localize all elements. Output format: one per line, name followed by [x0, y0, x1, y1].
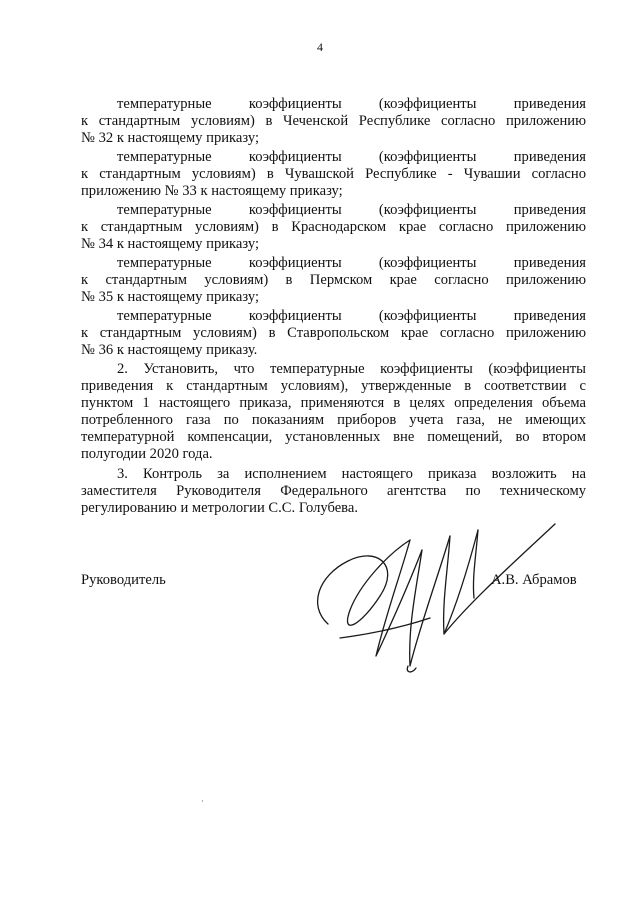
text-line: приведения к стандартным условиям), утвержденные в соответствии с [81, 378, 586, 394]
text-line: приложению № 33 к настоящему приказу; [81, 183, 343, 199]
text-line: № 35 к настоящему приказу; [81, 289, 260, 305]
text-line: к стандартным условиям) в Чеченской Республике согласно приложению [81, 113, 586, 129]
page-number: 4 [317, 40, 323, 54]
text-line: 3. Контроль за исполнением настоящего приказа возложить на [117, 466, 586, 482]
text-line: № 32 к настоящему приказу; [81, 130, 260, 146]
text-line: полугодии 2020 года. [81, 446, 213, 462]
text-line: к стандартным условиям) в Пермском крае согласно приложению [81, 272, 586, 288]
text-line: к стандартным условиям) в Чувашской Республике - Чувашии согласно [81, 166, 586, 182]
text-line: температурной компенсации, установленных вне помещений, во втором [81, 429, 586, 445]
text-line: 2. Установить, что температурные коэффициенты (коэффициенты [117, 361, 586, 377]
text-line: регулированию и метрологии С.С. Голубева. [81, 500, 359, 516]
text-line: температурные коэффициенты (коэффициенты приведения [117, 255, 586, 271]
text-line: температурные коэффициенты (коэффициенты приведения [117, 96, 586, 112]
signatory-name: А.В. Абрамов [491, 572, 577, 588]
text-line: к стандартным условиям) в Ставропольском крае согласно приложению [81, 325, 586, 341]
text-line: температурные коэффициенты (коэффициенты приведения [117, 149, 586, 165]
text-line: температурные коэффициенты (коэффициенты приведения [117, 202, 586, 218]
text-line: потребленного газа по показаниям приборов учета газа, не имеющих [81, 412, 586, 428]
handwritten-signature [300, 506, 590, 678]
signatory-position: Руководитель [81, 572, 166, 588]
text-line: температурные коэффициенты (коэффициенты приведения [117, 308, 586, 324]
text-line: № 36 к настоящему приказу. [81, 342, 258, 358]
text-line: № 34 к настоящему приказу; [81, 236, 260, 252]
text-line: заместителя Руководителя Федерального агентства по техническому [81, 483, 586, 499]
text-line: пунктом 1 настоящего приказа, применяются в целях определения объема [81, 395, 586, 411]
scan-speck [202, 800, 203, 802]
text-line: к стандартным условиям) в Краснодарском крае согласно приложению [81, 219, 586, 235]
